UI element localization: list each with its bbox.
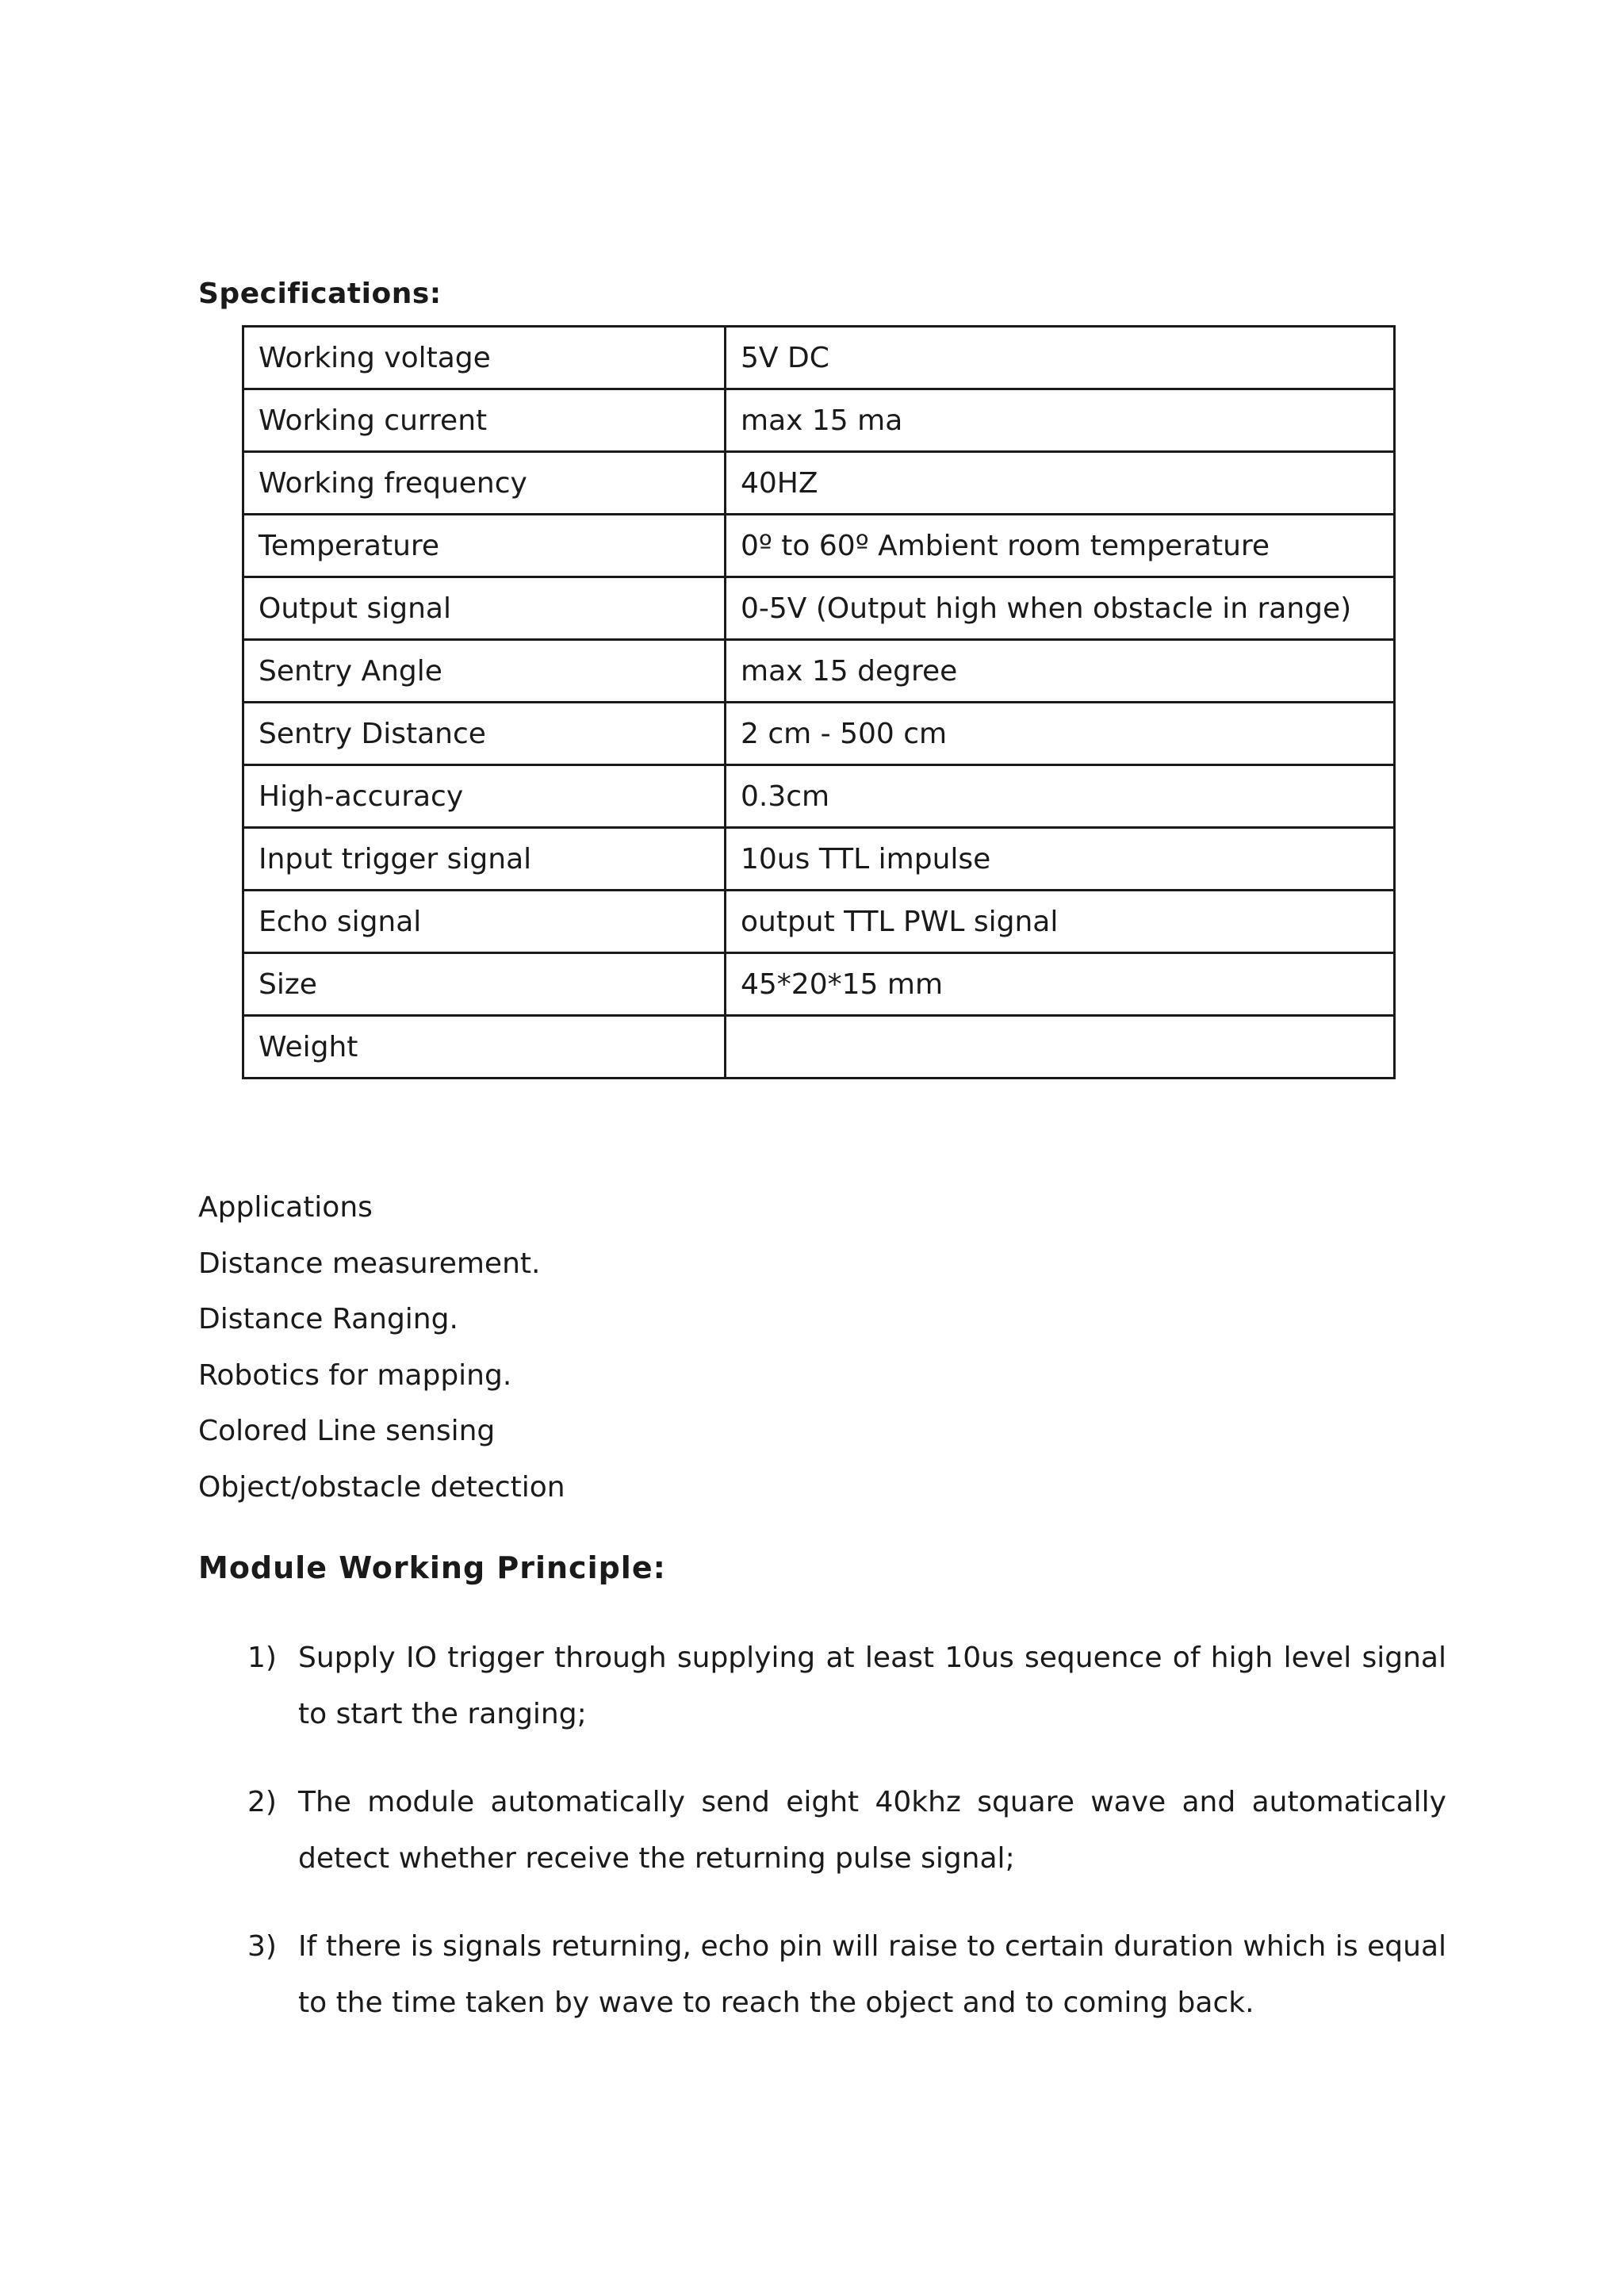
- spec-value: max 15 ma: [726, 389, 1395, 452]
- table-row: [243, 953, 1395, 1016]
- spec-param: Working voltage: [243, 327, 726, 389]
- specifications-heading: Specifications:: [198, 278, 442, 310]
- step-text: The module automatically send eight 40khz square wave and automatically detect whether receive the returning pulse signal;: [298, 1786, 1446, 1875]
- applications-section: [198, 1180, 565, 1515]
- spec-value: max 15 degree: [726, 640, 1395, 703]
- list-item: Distance Ranging.: [198, 1303, 458, 1335]
- spec-param: Size: [243, 953, 726, 1016]
- list-item: Robotics for mapping.: [198, 1358, 512, 1392]
- step-number: 2): [247, 1786, 277, 1818]
- list-item: [247, 1630, 1446, 1742]
- spec-param: High-accuracy: [243, 765, 726, 828]
- step-number: 3): [247, 1930, 277, 1963]
- table-row: [243, 452, 1395, 515]
- list-item: Distance measurement.: [198, 1247, 541, 1280]
- step-text: If there is signals returning, echo pin will raise to certain duration which is equal to the time taken by wave to reach the object and to coming back.: [298, 1930, 1446, 2019]
- step-number: 1): [247, 1642, 277, 1674]
- list-item: Object/obstacle detection: [198, 1470, 565, 1504]
- spec-param: Working frequency: [243, 452, 726, 515]
- spec-value: 0º to 60º Ambient room temperature: [726, 515, 1395, 577]
- table-row: [243, 515, 1395, 577]
- list-item: Colored Line sensing: [198, 1415, 496, 1447]
- spec-param: Sentry Distance: [243, 703, 726, 765]
- spec-value: 2 cm - 500 cm: [726, 703, 1395, 765]
- spec-param: Output signal: [243, 577, 726, 640]
- table-row: [243, 389, 1395, 452]
- principle-steps: [247, 1630, 1446, 2063]
- spec-param: Working current: [243, 389, 726, 452]
- spec-value: 5V DC: [726, 327, 1395, 389]
- spec-value: 40HZ: [726, 452, 1395, 515]
- table-row: [243, 765, 1395, 828]
- spec-param: Echo signal: [243, 891, 726, 953]
- list-item: [247, 1774, 1446, 1887]
- table-row: [243, 640, 1395, 703]
- table-row: [243, 891, 1395, 953]
- spec-value: 45*20*15 mm: [726, 953, 1395, 1016]
- principle-heading: Module Working Principle:: [198, 1550, 666, 1585]
- spec-param: Temperature: [243, 515, 726, 577]
- table-row: [243, 1016, 1395, 1079]
- spec-value: 10us TTL impulse: [726, 828, 1395, 891]
- spec-value: output TTL PWL signal: [726, 891, 1395, 953]
- spec-param: Sentry Angle: [243, 640, 726, 703]
- spec-param: Input trigger signal: [243, 828, 726, 891]
- list-item: [247, 1918, 1446, 2031]
- specifications-table: [242, 325, 1396, 1079]
- spec-value: 0.3cm: [726, 765, 1395, 828]
- table-row: [243, 703, 1395, 765]
- table-row: [243, 577, 1395, 640]
- table-row: [243, 327, 1395, 389]
- spec-param: Weight: [243, 1016, 726, 1079]
- step-text: Supply IO trigger through supplying at least 10us sequence of high level signal to start the ranging;: [298, 1642, 1446, 1730]
- spec-value: 0-5V (Output high when obstacle in range): [726, 577, 1395, 640]
- table-row: [243, 828, 1395, 891]
- spec-value: [726, 1016, 1395, 1079]
- applications-heading: Applications: [198, 1191, 373, 1224]
